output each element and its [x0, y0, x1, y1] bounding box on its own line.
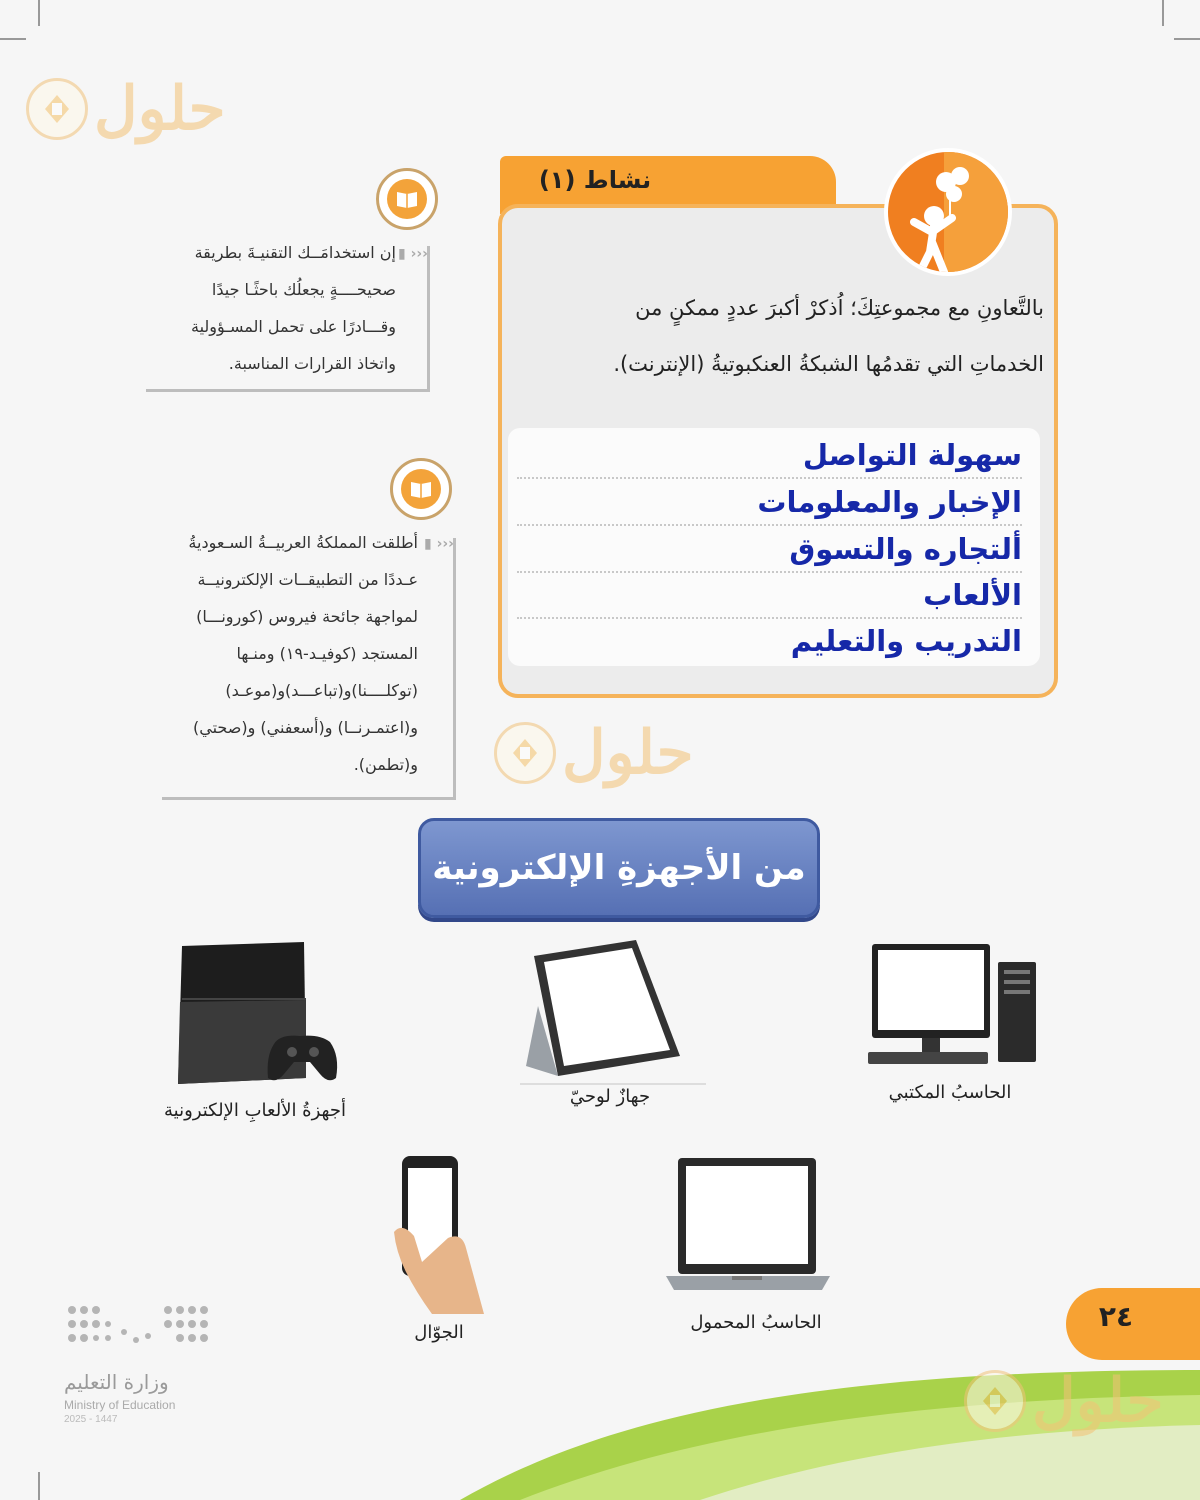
book-icon	[376, 168, 438, 230]
ministry-name-ar: وزارة التعليم	[64, 1370, 169, 1394]
desktop-computer-icon	[862, 940, 1042, 1070]
ministry-logo	[64, 1302, 214, 1425]
instruction-line: الخدماتِ التي تقدمُها الشبكةُ العنكبوتيةُ (الإنترنت).	[613, 352, 1044, 376]
ministry-year: 2025 - 1447	[64, 1414, 118, 1425]
watermark-icon	[26, 78, 88, 140]
note-line: أطلقت المملكةُ العربيــةُ السـعوديةُ	[188, 533, 418, 552]
activity-title: نشاط (١)	[538, 166, 652, 194]
phone-label: الجوّال	[414, 1322, 464, 1343]
answers-box	[508, 428, 1040, 666]
tablet-icon	[520, 936, 706, 1086]
watermark-icon	[494, 722, 556, 784]
mobile-phone-icon	[392, 1152, 490, 1314]
laptop-label: الحاسبُ المحمول	[690, 1312, 822, 1333]
note-line: وقـــادرًا على تحمل المسـؤولية	[191, 317, 396, 336]
book-icon	[390, 458, 452, 520]
ministry-emblem-icon	[64, 1302, 214, 1358]
watermark-icon	[964, 1370, 1026, 1432]
note-line: و(اعتمـرنــا) و(أسعفني) و(صحتي)	[193, 718, 418, 737]
section-banner	[418, 818, 820, 918]
ministry-name-en: Ministry of Education	[64, 1398, 176, 1412]
watermark-text: حلول	[562, 718, 694, 788]
page-number: ٢٤	[1098, 1300, 1134, 1333]
watermark-text: حلول	[1032, 1366, 1164, 1436]
note-arrows-icon: ‹‹‹ ▮	[424, 536, 454, 552]
note-line: (توكلــــنا)و(تباعـــد)و(موعـد)	[225, 681, 418, 700]
game-console-icon	[170, 938, 348, 1088]
answer-line: التدريب والتعليم	[790, 624, 1022, 658]
side-note-apps	[146, 524, 418, 783]
answer-line: ألتجاره والتسوق	[517, 526, 1022, 573]
watermark-text: حلول	[94, 74, 226, 144]
note-line: و(تطمن).	[353, 755, 418, 774]
answer-line: الإخبار والمعلومات	[517, 479, 1022, 526]
watermark-bottom	[964, 1366, 1164, 1436]
note-line: لمواجهة جائحة فيروس (كورونـــا)	[196, 607, 418, 626]
watermark-top	[26, 74, 226, 144]
answer-line: سهولة التواصل	[517, 432, 1022, 479]
activity-instruction	[524, 280, 1044, 392]
note-arrows-icon: ‹‹‹ ▮	[398, 246, 428, 262]
desktop-label: الحاسبُ المكتبي	[888, 1082, 1012, 1103]
watermark-middle	[494, 718, 694, 788]
balloon-child-icon	[884, 148, 1012, 276]
instruction-line: بالتَّعاونِ مع مجموعتِكَ؛ اُذكرْ أكبرَ عددٍ ممكنٍ من	[635, 296, 1044, 320]
section-title: من الأجهزةِ الإلكترونية	[432, 848, 806, 888]
note-line: صحيحــــةٍ يجعلُك باحثًـا جيدًا	[211, 280, 396, 299]
note-line: واتخاذ القرارات المناسبة.	[228, 354, 396, 373]
note-line: عـددًا من التطبيقــات الإلكترونيــة	[197, 570, 418, 589]
note-line: إن استخدامَــك التقنيـةَ بطريقة	[194, 243, 396, 262]
tablet-label: جهازٌ لوحيّ	[569, 1086, 651, 1107]
answer-line: الألعاب	[517, 572, 1022, 619]
laptop-icon	[662, 1154, 834, 1296]
console-label: أجهزةُ الألعابِ الإلكترونية	[164, 1100, 346, 1121]
side-note-technology	[146, 234, 396, 382]
note-line: المستجد (كوفيـد-١٩) ومنـها	[236, 644, 418, 663]
